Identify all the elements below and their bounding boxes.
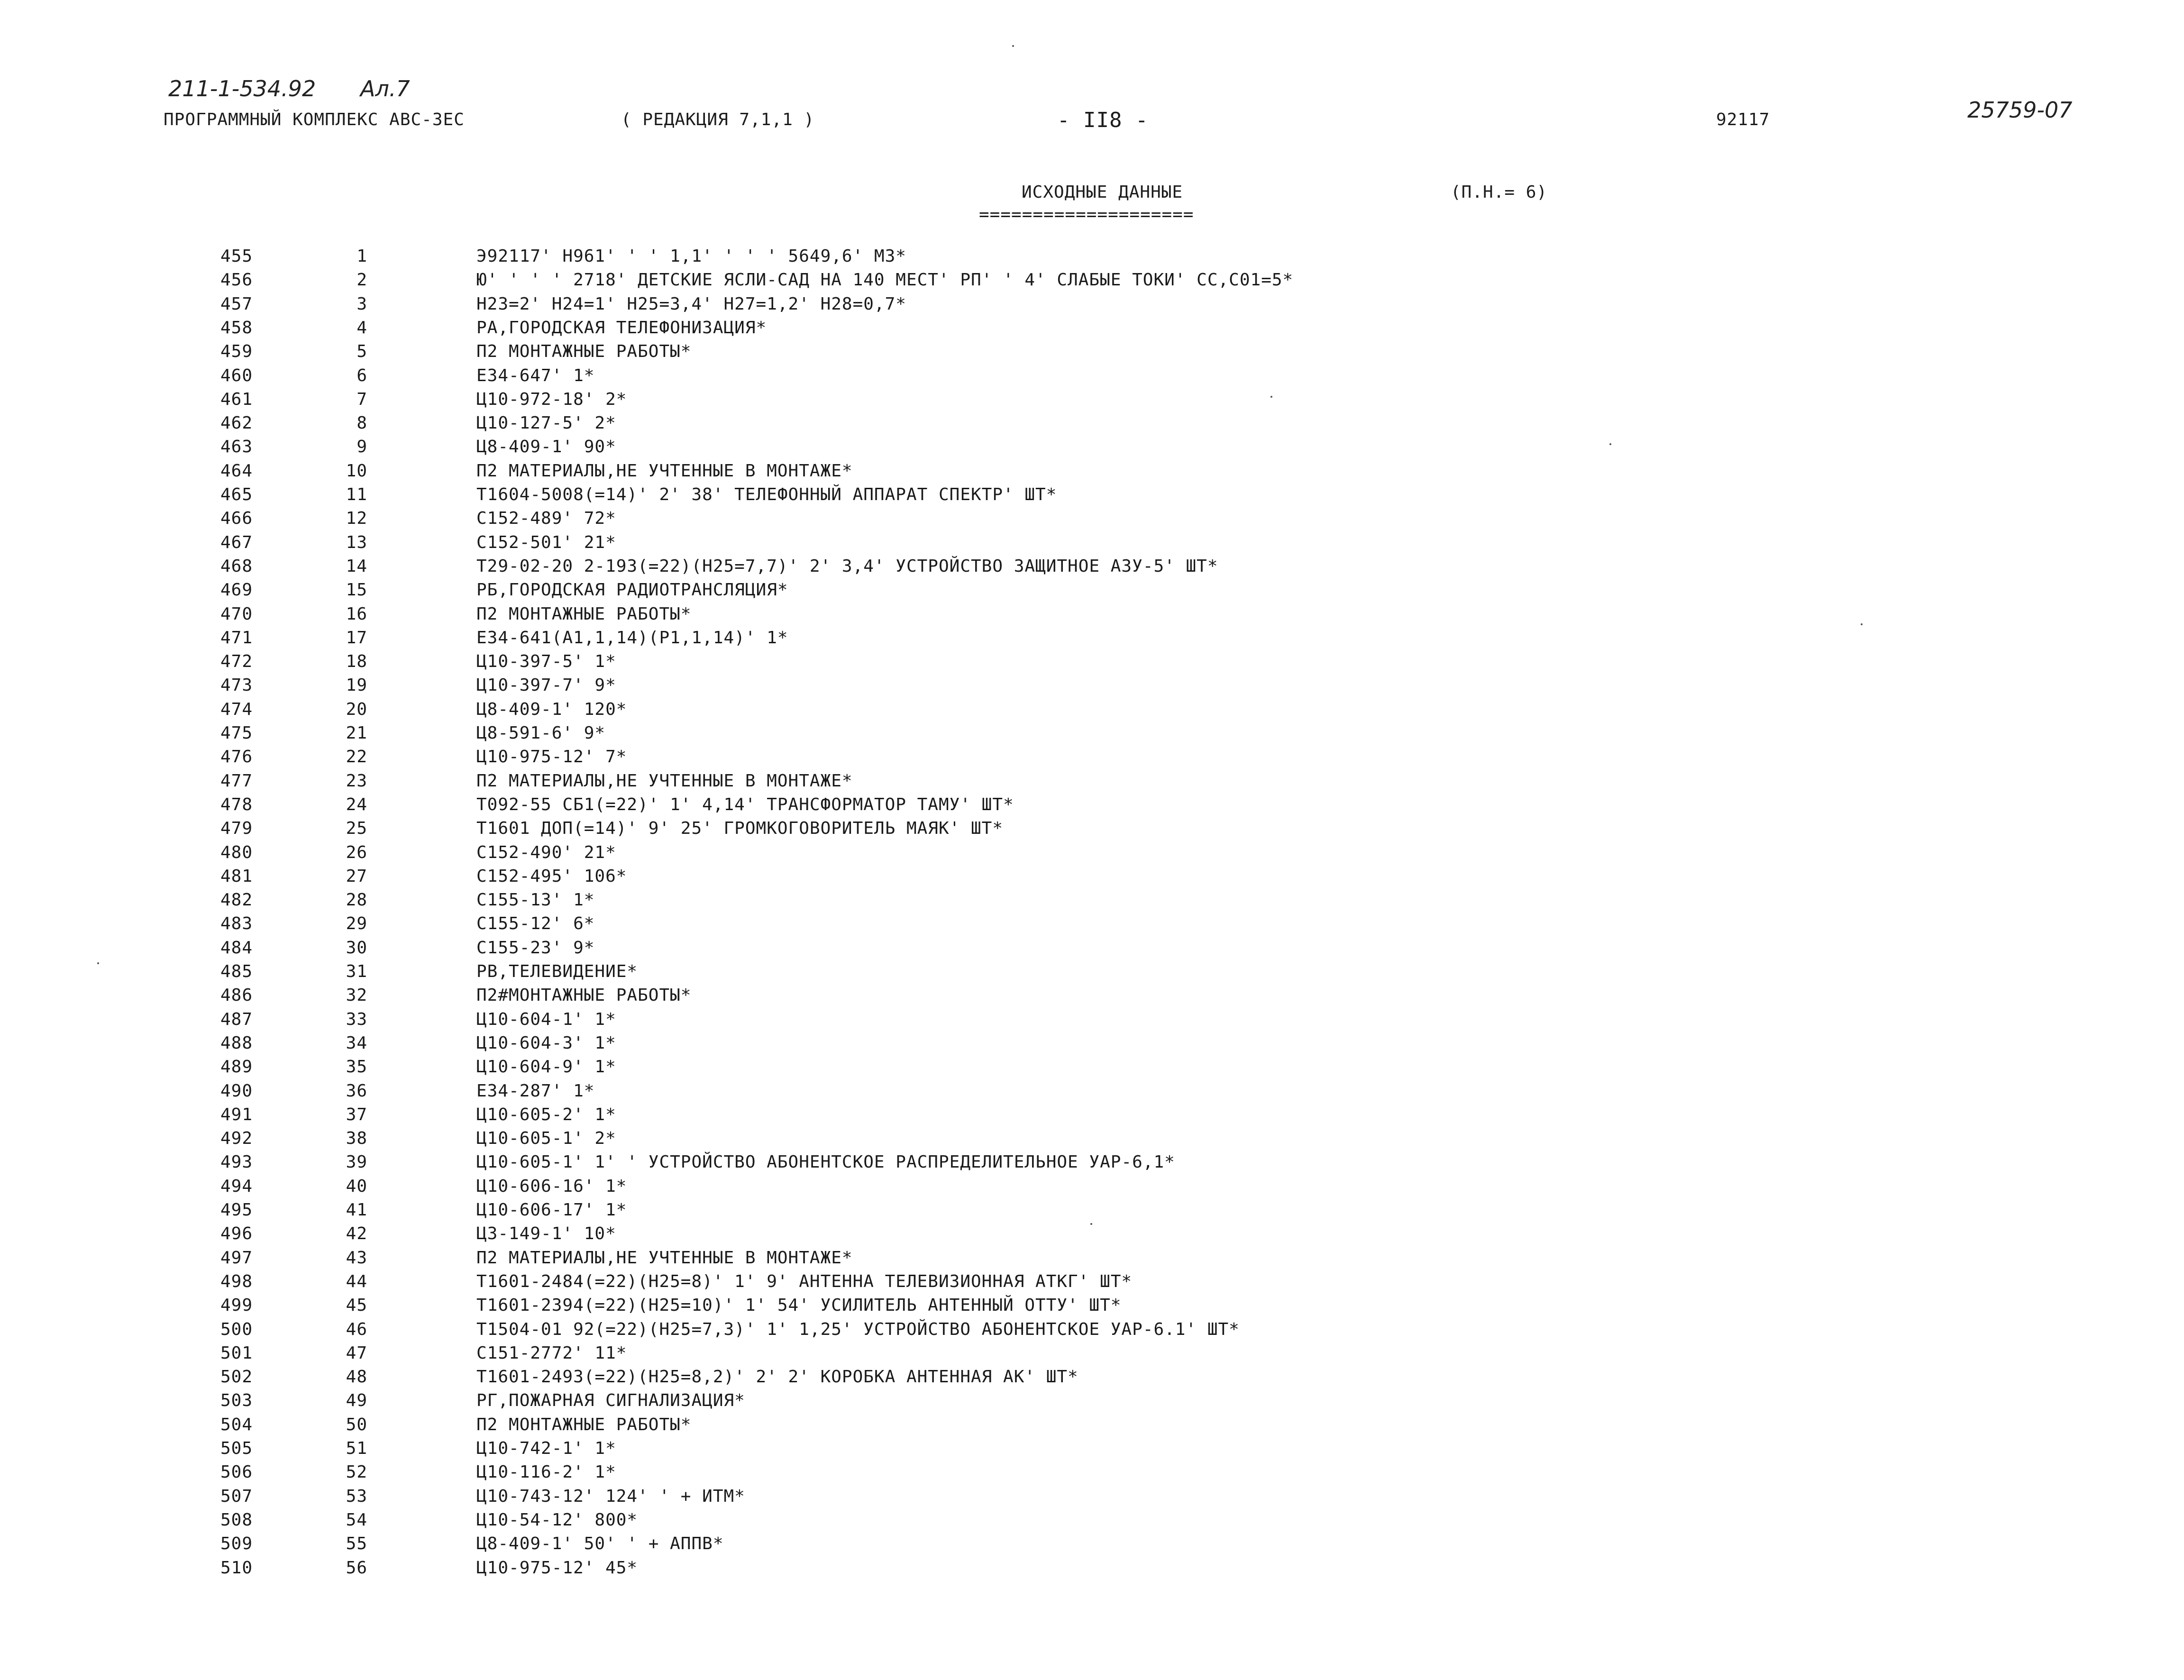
line-number: 3	[356, 294, 367, 314]
listing-row	[0, 485, 1707, 509]
listing-row	[0, 1105, 1707, 1129]
line-number: 37	[346, 1105, 367, 1124]
listing-row	[0, 604, 1707, 628]
line-text: Ц10-116-2' 1*	[476, 1462, 616, 1482]
line-text: РВ,ТЕЛЕВИДЕНИЕ*	[476, 962, 638, 981]
record-number: 508	[220, 1510, 253, 1530]
line-text: С151-2772' 11*	[476, 1343, 627, 1363]
listing-row	[0, 413, 1707, 437]
line-number: 56	[346, 1558, 367, 1578]
line-text: Е34-647' 1*	[476, 365, 595, 385]
line-text: П2 МОНТАЖНЫЕ РАБОТЫ*	[476, 1415, 692, 1434]
line-number: 19	[346, 676, 367, 695]
line-number: 13	[346, 532, 367, 552]
record-number: 472	[220, 652, 253, 672]
line-text: Ц10-54-12' 800*	[476, 1510, 638, 1530]
listing-row	[0, 509, 1707, 532]
sheet-label: Ал.7	[360, 76, 410, 101]
record-number: 499	[220, 1296, 253, 1315]
listing-row	[0, 294, 1707, 318]
record-number: 478	[220, 794, 253, 814]
listing-row	[0, 1177, 1707, 1200]
record-number: 457	[220, 294, 253, 314]
line-number: 39	[346, 1152, 367, 1172]
record-number: 482	[220, 890, 253, 910]
line-text: П2 МОНТАЖНЫЕ РАБОТЫ*	[476, 604, 692, 624]
listing-row	[0, 366, 1707, 390]
line-text: РБ,ГОРОДСКАЯ РАДИОТРАНСЛЯЦИЯ*	[476, 580, 788, 600]
record-number: 503	[220, 1391, 253, 1411]
line-text: Ц10-975-12' 45*	[476, 1558, 638, 1578]
listing-row	[0, 1057, 1707, 1081]
page-number: - II8 -	[1057, 108, 1149, 132]
line-text: Ц10-605-1' 2*	[476, 1129, 616, 1149]
listing-row	[0, 1248, 1707, 1272]
line-text: П2 МАТЕРИАЛЫ,НЕ УЧТЕННЫЕ В МОНТАЖЕ*	[476, 1248, 853, 1268]
line-number: 43	[346, 1248, 367, 1268]
line-number: 1	[356, 247, 367, 266]
line-text: Ц10-975-12' 7*	[476, 747, 627, 767]
record-number: 455	[220, 247, 253, 266]
record-number: 466	[220, 509, 253, 529]
line-number: 53	[346, 1486, 367, 1506]
listing-row	[0, 1010, 1707, 1033]
scan-speck	[1270, 396, 1272, 398]
record-number: 469	[220, 580, 253, 600]
scan-speck	[1012, 45, 1014, 47]
record-number: 475	[220, 723, 253, 743]
record-number: 460	[220, 365, 253, 385]
listing-row	[0, 1367, 1707, 1391]
listing-row	[0, 557, 1707, 580]
line-number: 50	[346, 1415, 367, 1434]
line-number: 44	[346, 1271, 367, 1291]
line-text: Ц8-591-6' 9*	[476, 723, 606, 743]
line-number: 21	[346, 723, 367, 743]
record-number: 465	[220, 485, 253, 504]
record-number: 492	[220, 1129, 253, 1149]
listing-row	[0, 1320, 1707, 1343]
line-number: 10	[346, 461, 367, 481]
record-number: 467	[220, 532, 253, 552]
listing-row	[0, 819, 1707, 842]
listing-row	[0, 1152, 1707, 1176]
listing-row	[0, 676, 1707, 699]
record-number: 489	[220, 1057, 253, 1077]
record-number: 477	[220, 771, 253, 791]
line-number: 12	[346, 509, 367, 529]
listing-row	[0, 1343, 1707, 1367]
line-number: 11	[346, 485, 367, 504]
record-number: 487	[220, 1009, 253, 1029]
record-number: 510	[220, 1558, 253, 1578]
listing-row	[0, 247, 1707, 270]
line-text: РА,ГОРОДСКАЯ ТЕЛЕФОНИЗАЦИЯ*	[476, 318, 767, 338]
listing-row	[0, 1558, 1707, 1582]
listing-row	[0, 1462, 1707, 1486]
scan-speck	[1861, 623, 1863, 625]
line-text: РГ,ПОЖАРНАЯ СИГНАЛИЗАЦИЯ*	[476, 1391, 745, 1411]
scan-speck	[1609, 443, 1611, 445]
line-text: С155-12' 6*	[476, 914, 595, 934]
listing-row	[0, 628, 1707, 652]
line-text: Ц8-409-1' 50' ' + АППВ*	[476, 1534, 724, 1554]
section-title: ИСХОДНЫЕ ДАННЫЕ	[1022, 183, 1183, 202]
record-number: 468	[220, 556, 253, 576]
listing-row	[0, 747, 1707, 771]
record-number: 493	[220, 1152, 253, 1172]
line-number: 33	[346, 1009, 367, 1029]
listing-row	[0, 437, 1707, 461]
record-number: 505	[220, 1439, 253, 1458]
line-number: 31	[346, 962, 367, 981]
line-text: Т1601 ДОП(=14)' 9' 25' ГРОМКОГОВОРИТЕЛЬ МАЯК' ШТ*	[476, 819, 1004, 839]
record-number: 504	[220, 1415, 253, 1434]
line-number: 35	[346, 1057, 367, 1077]
listing-row	[0, 390, 1707, 413]
line-number: 36	[346, 1081, 367, 1101]
line-number: 17	[346, 628, 367, 648]
record-number: 471	[220, 628, 253, 648]
line-text: Ц10-604-1' 1*	[476, 1009, 616, 1029]
line-number: 51	[346, 1439, 367, 1458]
line-number: 2	[356, 270, 367, 290]
line-text: С155-23' 9*	[476, 938, 595, 958]
line-number: 7	[356, 389, 367, 409]
listing-row	[0, 771, 1707, 795]
line-number: 29	[346, 914, 367, 934]
line-number: 6	[356, 365, 367, 385]
record-number: 484	[220, 938, 253, 958]
record-number: 476	[220, 747, 253, 767]
line-text: Ц10-604-9' 1*	[476, 1057, 616, 1077]
record-number: 506	[220, 1462, 253, 1482]
record-number: 464	[220, 461, 253, 481]
record-number: 501	[220, 1343, 253, 1363]
line-number: 40	[346, 1176, 367, 1196]
line-number: 55	[346, 1534, 367, 1554]
line-text: Ц3-149-1' 10*	[476, 1224, 616, 1244]
record-number: 458	[220, 318, 253, 338]
line-text: Т29-02-20 2-193(=22)(Н25=7,7)' 2' 3,4' УСТРОЙСТВО ЗАЩИТНОЕ АЗУ-5' ШТ*	[476, 556, 1218, 576]
record-number: 485	[220, 962, 253, 981]
line-text: П2 МАТЕРИАЛЫ,НЕ УЧТЕННЫЕ В МОНТАЖЕ*	[476, 771, 853, 791]
line-text: Ю' ' ' ' 2718' ДЕТСКИЕ ЯСЛИ-САД НА 140 МЕСТ' РП' ' 4' СЛАБЫЕ ТОКИ' СС,С01=5*	[476, 270, 1294, 290]
listing-row	[0, 1033, 1707, 1057]
line-text: П2 МАТЕРИАЛЫ,НЕ УЧТЕННЫЕ В МОНТАЖЕ*	[476, 461, 853, 481]
line-text: Ц10-604-3' 1*	[476, 1033, 616, 1053]
line-text: Е34-287' 1*	[476, 1081, 595, 1101]
line-number: 49	[346, 1391, 367, 1411]
line-text: С152-495' 106*	[476, 866, 627, 886]
record-number: 474	[220, 699, 253, 719]
listing-row	[0, 1534, 1707, 1558]
line-text: Ц10-972-18' 2*	[476, 389, 627, 409]
line-number: 38	[346, 1129, 367, 1149]
line-number: 25	[346, 819, 367, 839]
record-number: 483	[220, 914, 253, 934]
listing-row	[0, 1081, 1707, 1105]
record-number: 491	[220, 1105, 253, 1124]
line-number: 54	[346, 1510, 367, 1530]
line-text: Ц10-606-17' 1*	[476, 1200, 627, 1220]
line-number: 34	[346, 1033, 367, 1053]
listing-row	[0, 1510, 1707, 1534]
listing-row	[0, 342, 1707, 365]
line-number: 47	[346, 1343, 367, 1363]
record-number: 502	[220, 1367, 253, 1387]
line-number: 46	[346, 1319, 367, 1339]
document-number: 211-1-534.92	[168, 76, 316, 101]
listing-row	[0, 1224, 1707, 1248]
line-number: 15	[346, 580, 367, 600]
line-text: Ц10-605-2' 1*	[476, 1105, 616, 1124]
record-number: 473	[220, 676, 253, 695]
line-number: 4	[356, 318, 367, 338]
line-number: 18	[346, 652, 367, 672]
line-text: П2#МОНТАЖНЫЕ РАБОТЫ*	[476, 986, 692, 1005]
line-number: 45	[346, 1296, 367, 1315]
line-number: 30	[346, 938, 367, 958]
listing-row	[0, 1415, 1707, 1439]
line-number: 48	[346, 1367, 367, 1387]
line-number: 41	[346, 1200, 367, 1220]
record-number: 461	[220, 389, 253, 409]
line-text: С155-13' 1*	[476, 890, 595, 910]
listing-row	[0, 533, 1707, 557]
line-number: 9	[356, 437, 367, 457]
line-text: Ц8-409-1' 90*	[476, 437, 616, 457]
record-number: 498	[220, 1271, 253, 1291]
object-code: 92117	[1716, 110, 1770, 129]
line-text: Н23=2' Н24=1' Н25=3,4' Н27=1,2' Н28=0,7*	[476, 294, 906, 314]
listing-row	[0, 890, 1707, 914]
line-number: 8	[356, 413, 367, 433]
line-number: 42	[346, 1224, 367, 1244]
listing-row	[0, 1272, 1707, 1296]
listing-row	[0, 461, 1707, 485]
line-text: Т1604-5008(=14)' 2' 38' ТЕЛЕФОННЫЙ АППАРАТ СПЕКТР' ШТ*	[476, 485, 1057, 504]
record-number: 509	[220, 1534, 253, 1554]
listing-row	[0, 1129, 1707, 1152]
record-number: 496	[220, 1224, 253, 1244]
record-number: 481	[220, 866, 253, 886]
line-number: 26	[346, 842, 367, 862]
line-text: Т1601-2493(=22)(Н25=8,2)' 2' 2' КОРОБКА АНТЕННАЯ АК' ШТ*	[476, 1367, 1078, 1387]
record-number: 479	[220, 819, 253, 839]
record-number: 456	[220, 270, 253, 290]
record-number: 500	[220, 1319, 253, 1339]
listing-row	[0, 270, 1707, 294]
record-number: 488	[220, 1033, 253, 1053]
listing-row	[0, 1487, 1707, 1510]
line-number: 22	[346, 747, 367, 767]
record-number: 497	[220, 1248, 253, 1268]
line-text: Т1601-2484(=22)(Н25=8)' 1' 9' АНТЕННА ТЕЛЕВИЗИОННАЯ АТКГ' ШТ*	[476, 1271, 1133, 1291]
listing-row	[0, 914, 1707, 938]
pn-label: (П.Н.= 6)	[1451, 183, 1548, 202]
record-number: 459	[220, 342, 253, 362]
line-text: С152-489' 72*	[476, 509, 616, 529]
listing-row	[0, 795, 1707, 819]
record-number: 507	[220, 1486, 253, 1506]
line-number: 23	[346, 771, 367, 791]
line-text: П2 МОНТАЖНЫЕ РАБОТЫ*	[476, 342, 692, 362]
line-number: 24	[346, 794, 367, 814]
line-number: 16	[346, 604, 367, 624]
line-text: Ц10-606-16' 1*	[476, 1176, 627, 1196]
line-text: Ц10-742-1' 1*	[476, 1439, 616, 1458]
record-number: 490	[220, 1081, 253, 1101]
record-number: 470	[220, 604, 253, 624]
line-text: Ц10-605-1' 1' ' УСТРОЙСТВО АБОНЕНТСКОЕ РАСПРЕДЕЛИТЕЛЬНОЕ УАР-6,1*	[476, 1152, 1175, 1172]
listing-row	[0, 962, 1707, 986]
record-number: 480	[220, 842, 253, 862]
line-number: 5	[356, 342, 367, 362]
line-text: С152-490' 21*	[476, 842, 616, 862]
listing-row	[0, 1391, 1707, 1415]
listing-row	[0, 652, 1707, 676]
listing-row	[0, 1439, 1707, 1462]
line-number: 52	[346, 1462, 367, 1482]
record-number: 495	[220, 1200, 253, 1220]
listing-row	[0, 938, 1707, 962]
listing-row	[0, 1200, 1707, 1224]
line-text: Ц8-409-1' 120*	[476, 699, 627, 719]
line-text: Т1601-2394(=22)(Н25=10)' 1' 54' УСИЛИТЕЛЬ АНТЕННЫЙ ОТТУ' ШТ*	[476, 1296, 1122, 1315]
line-text: Ц10-127-5' 2*	[476, 413, 616, 433]
listing-row	[0, 318, 1707, 342]
record-number: 494	[220, 1176, 253, 1196]
line-text: Т092-55 СБ1(=22)' 1' 4,14' ТРАНСФОРМАТОР ТАМУ' ШТ*	[476, 794, 1014, 814]
record-number: 463	[220, 437, 253, 457]
line-text: С152-501' 21*	[476, 532, 616, 552]
line-number: 32	[346, 986, 367, 1005]
line-number: 14	[346, 556, 367, 576]
right-code: 25759-07	[1967, 97, 2073, 123]
listing-row	[0, 843, 1707, 867]
line-text: Е34-641(А1,1,14)(Р1,1,14)' 1*	[476, 628, 788, 648]
line-text: Ц10-397-7' 9*	[476, 676, 616, 695]
program-line: ПРОГРАММНЫЙ КОМПЛЕКС АВС-3ЕС	[164, 110, 465, 129]
line-text: Ц10-743-12' 124' ' + ИТМ*	[476, 1486, 745, 1506]
record-number: 462	[220, 413, 253, 433]
listing-row	[0, 700, 1707, 723]
line-number: 20	[346, 699, 367, 719]
edition: ( РЕДАКЦИЯ 7,1,1 )	[621, 110, 815, 129]
line-text: Э92117' Н961' ' ' 1,1' ' ' ' 5649,6' М3*	[476, 247, 906, 266]
listing-row	[0, 580, 1707, 604]
line-text: Т1504-01 92(=22)(Н25=7,3)' 1' 1,25' УСТРОЙСТВО АБОНЕНТСКОЕ УАР-6.1' ШТ*	[476, 1319, 1240, 1339]
scan-speck	[97, 962, 99, 964]
line-number: 28	[346, 890, 367, 910]
listing-row	[0, 867, 1707, 890]
line-text: Ц10-397-5' 1*	[476, 652, 616, 672]
listing-row	[0, 1296, 1707, 1319]
listing-row	[0, 986, 1707, 1009]
record-number: 486	[220, 986, 253, 1005]
listing-row	[0, 723, 1707, 747]
scan-speck	[1090, 1223, 1092, 1225]
section-underline: ====================	[979, 205, 1194, 224]
line-number: 27	[346, 866, 367, 886]
